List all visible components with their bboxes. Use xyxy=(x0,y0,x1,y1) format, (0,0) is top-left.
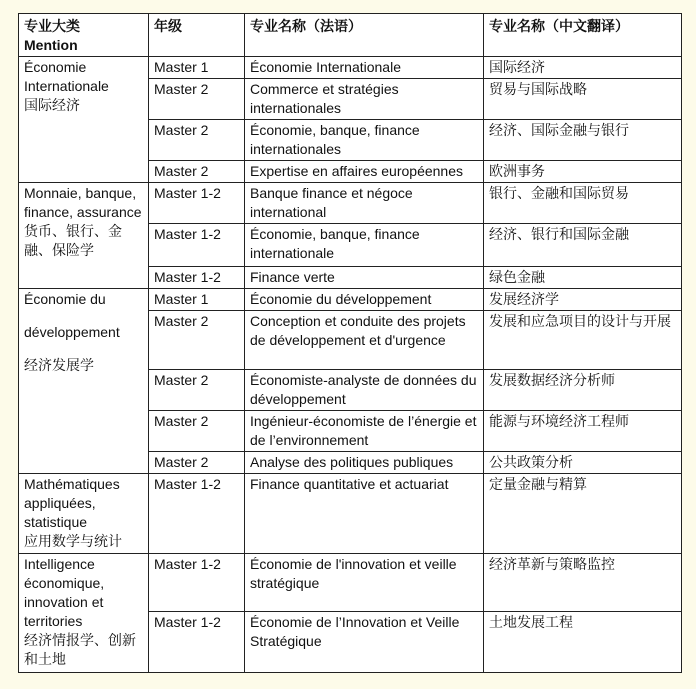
mention-fr-line1: Économie du xyxy=(24,291,106,307)
name-fr-cell: Ingénieur-économiste de l’énergie et de l’environnement xyxy=(245,411,484,452)
name-fr-cell: Économiste-analyste de données du développement xyxy=(245,370,484,411)
level-cell: Master 1-2 xyxy=(149,554,245,612)
mention-zh: 国际经济 xyxy=(24,97,80,113)
name-zh-cell: 经济革新与策略监控 xyxy=(484,554,682,612)
table-row xyxy=(19,474,682,554)
name-zh-cell: 能源与环境经济工程师 xyxy=(484,411,682,452)
header-name-zh: 专业名称（中文翻译） xyxy=(484,14,682,57)
name-fr-cell: Économie de l’Innovation et Veille Stratégique xyxy=(245,612,484,673)
name-fr-cell: Économie du développement xyxy=(245,289,484,311)
name-zh-cell: 贸易与国际战略 xyxy=(484,79,682,120)
mention-cell xyxy=(19,57,149,183)
name-zh-cell: 银行、金融和国际贸易 xyxy=(484,183,682,224)
header-mention xyxy=(19,14,149,57)
header-mention-fr: Mention xyxy=(24,37,78,53)
mention-zh: 应用数学与统计 xyxy=(24,533,122,549)
mention-cell xyxy=(19,183,149,289)
level-cell: Master 2 xyxy=(149,79,245,120)
mention-fr: Monnaie, banque, finance, assurance xyxy=(24,185,142,220)
mention-zh: 经济情报学、创新和土地 xyxy=(24,632,136,667)
level-cell: Master 2 xyxy=(149,161,245,183)
mention-zh: 经济发展学 xyxy=(24,357,94,373)
name-zh-cell: 国际经济 xyxy=(484,57,682,79)
header-row xyxy=(19,14,682,57)
table-row xyxy=(19,183,682,224)
name-zh-cell: 经济、银行和国际金融 xyxy=(484,224,682,267)
level-cell: Master 1-2 xyxy=(149,267,245,289)
table-row xyxy=(19,57,682,79)
programs-table xyxy=(18,13,682,673)
table-row xyxy=(19,554,682,612)
name-zh-cell: 经济、国际金融与银行 xyxy=(484,120,682,161)
level-cell: Master 1-2 xyxy=(149,474,245,554)
name-fr-cell: Économie, banque, finance internationales xyxy=(245,120,484,161)
level-cell: Master 2 xyxy=(149,452,245,474)
header-level: 年级 xyxy=(149,14,245,57)
level-cell: Master 2 xyxy=(149,411,245,452)
level-cell: Master 1-2 xyxy=(149,612,245,673)
name-zh-cell: 欧洲事务 xyxy=(484,161,682,183)
name-zh-cell: 发展和应急项目的设计与开展 xyxy=(484,311,682,370)
level-cell: Master 2 xyxy=(149,370,245,411)
level-cell: Master 1 xyxy=(149,57,245,79)
name-zh-cell: 公共政策分析 xyxy=(484,452,682,474)
mention-fr: Mathématiques appliquées, statistique xyxy=(24,476,120,530)
name-fr-cell: Commerce et stratégies internationales xyxy=(245,79,484,120)
mention-cell xyxy=(19,554,149,673)
mention-cell xyxy=(19,289,149,474)
level-cell: Master 1-2 xyxy=(149,183,245,224)
level-cell: Master 2 xyxy=(149,120,245,161)
name-zh-cell: 土地发展工程 xyxy=(484,612,682,673)
name-fr-cell: Conception et conduite des projets de développement et d'urgence xyxy=(245,311,484,370)
mention-zh: 货币、银行、金融、保险学 xyxy=(24,223,122,258)
level-cell: Master 2 xyxy=(149,311,245,370)
name-zh-cell: 发展经济学 xyxy=(484,289,682,311)
name-fr-cell: Banque finance et négoce international xyxy=(245,183,484,224)
table-row xyxy=(19,289,682,311)
name-fr-cell: Économie, banque, finance internationale xyxy=(245,224,484,267)
mention-fr-line2: développement xyxy=(24,324,120,340)
name-zh-cell: 绿色金融 xyxy=(484,267,682,289)
mention-cell xyxy=(19,474,149,554)
name-fr-cell: Expertise en affaires européennes xyxy=(245,161,484,183)
name-zh-cell: 发展数据经济分析师 xyxy=(484,370,682,411)
name-fr-cell: Finance quantitative et actuariat xyxy=(245,474,484,554)
header-mention-zh: 专业大类 xyxy=(24,18,80,34)
name-fr-cell: Finance verte xyxy=(245,267,484,289)
header-name-fr: 专业名称（法语） xyxy=(245,14,484,57)
level-cell: Master 1 xyxy=(149,289,245,311)
name-zh-cell: 定量金融与精算 xyxy=(484,474,682,554)
level-cell: Master 1-2 xyxy=(149,224,245,267)
name-fr-cell: Économie Internationale xyxy=(245,57,484,79)
mention-fr: Économie Internationale xyxy=(24,59,109,94)
mention-fr: Intelligence économique, innovation et territories xyxy=(24,556,105,629)
name-fr-cell: Économie de l'innovation et veille stratégique xyxy=(245,554,484,612)
name-fr-cell: Analyse des politiques publiques xyxy=(245,452,484,474)
